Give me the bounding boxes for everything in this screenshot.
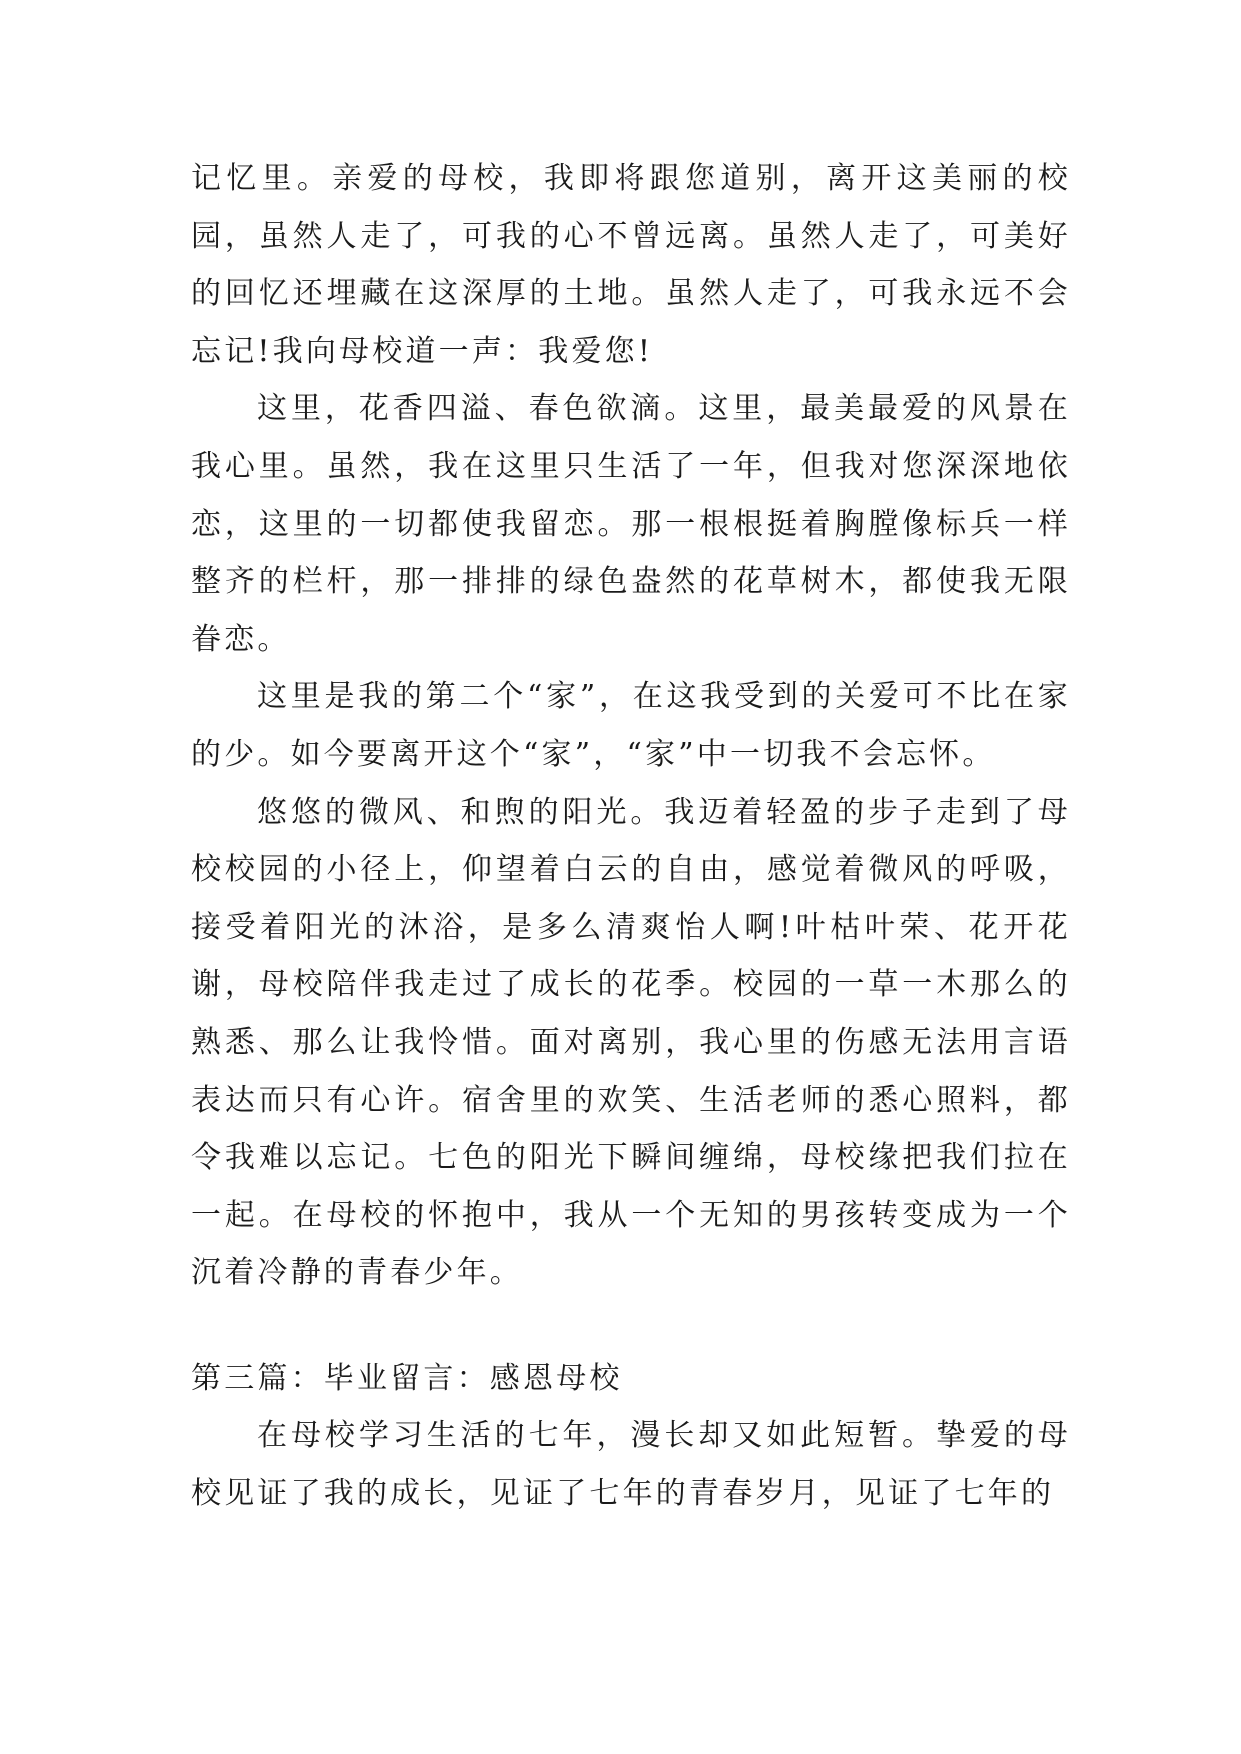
paragraph-scenery: 这里，花香四溢、春色欲滴。这里，最美最爱的风景在我心里。虽然，我在这里只生活了一年，但我对您深深地依恋，这里的一切都使我留恋。那一根根挺着胸膛像标兵一样整齐的栏杆，那一排排的绿色盎然的花草树木，都使我无限眷恋。 (191, 391, 1071, 657)
paragraph-campus-memories: 悠悠的微风、和煦的阳光。我迈着轻盈的步子走到了母校校园的小径上，仰望着白云的自由，感觉着微风的呼吸，接受着阳光的沐浴，是多么清爽怡人啊!叶枯叶荣、花开花谢，母校陪伴我走过了成长的花季。校园的一草一木那么的熟悉、那么让我怜惜。面对离别，我心里的伤感无法用言语表达而只有心许。宿舍里的欢笑、生活老师的悉心照料，都令我难以忘记。七色的阳光下瞬间缠绵，母校缘把我们拉在一起。在母校的怀抱中，我从一个无知的男孩转变成为一个沉着冷静的青春少年。 (191, 794, 1071, 1291)
paragraph-gratitude: 在母校学习生活的七年，漫长却又如此短暂。挚爱的母校见证了我的成长，见证了七年的青春岁月，见证了七年的 (191, 1418, 1071, 1512)
paragraph-farewell: 记忆里。亲爱的母校，我即将跟您道别，离开这美丽的校园，虽然人走了，可我的心不曾远离。虽然人走了，可美好的回忆还埋藏在这深厚的土地。虽然人走了，可我永远不会忘记!我向母校道一声：我爱您! (191, 161, 1071, 369)
paragraph-second-home: 这里是我的第二个“家”，在这我受到的关爱可不比在家的少。如今要离开这个“家”，“家”中一切我不会忘怀。 (191, 679, 1071, 772)
section-gap (191, 1302, 1071, 1350)
section-heading: 第三篇：毕业留言：感恩母校 (191, 1360, 623, 1396)
document-body (191, 150, 1071, 1523)
